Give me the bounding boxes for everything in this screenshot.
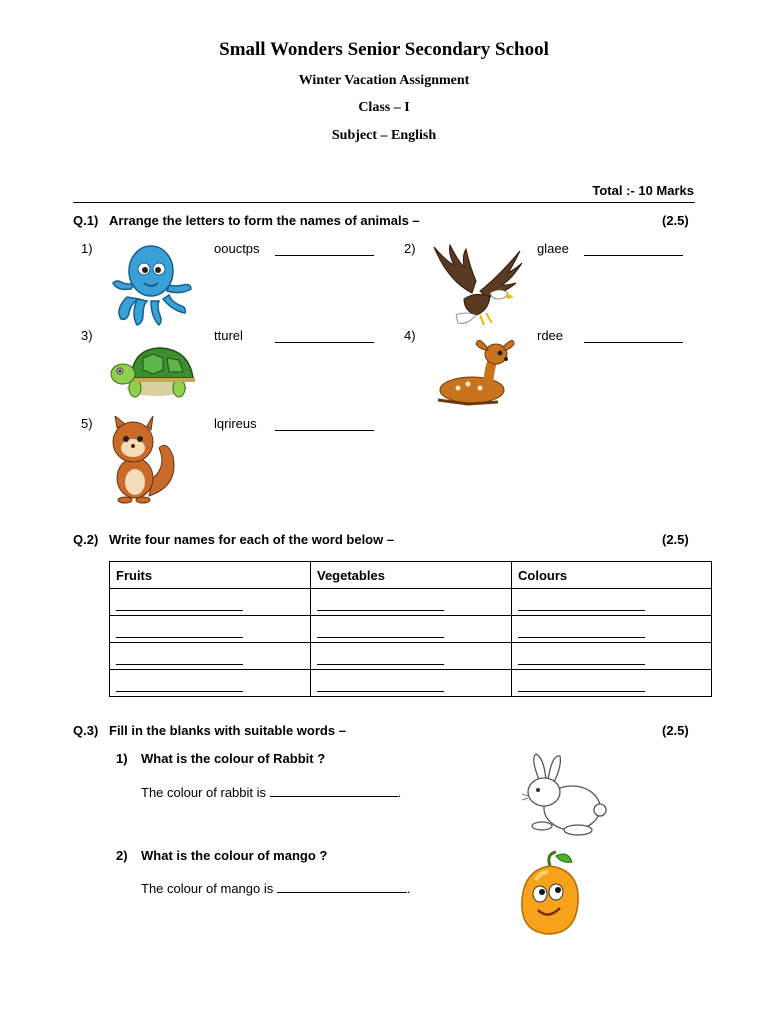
q1-item-4-word: rdee [537,328,564,343]
answer-cell[interactable] [512,670,712,697]
header-colours: Colours [512,562,712,589]
total-marks: Total :- 10 Marks [592,183,694,198]
q3-item-2-number: 2) [116,848,128,863]
answer-cell[interactable] [311,670,512,697]
q3-item-2-blank[interactable] [277,880,407,893]
q1-item-4-number: 4) [404,328,416,343]
q1-item-5-blank[interactable] [275,418,374,436]
answer-cell[interactable] [311,616,512,643]
q1-item-4-blank[interactable] [584,330,683,348]
q1-number: Q.1) [73,213,99,228]
table-row [110,670,712,697]
q3-question: Fill in the blanks with suitable words – [109,723,346,738]
q2-question: Write four names for each of the word below – [109,532,395,547]
answer-cell[interactable] [512,643,712,670]
q1-item-3-blank[interactable] [275,330,374,348]
header-fruits: Fruits [110,562,311,589]
q1-item-2-number: 2) [404,241,416,256]
assignment-title: Winter Vacation Assignment [298,73,470,88]
q3-item-1-number: 1) [116,751,128,766]
q1-item-2-blank[interactable] [584,243,683,261]
q1-item-5-word: lqrireus [214,416,257,431]
answer-cell[interactable] [110,616,311,643]
rabbit-icon [512,752,608,838]
q3-item-2-answer: The colour of mango is . [141,881,411,896]
answer-cell[interactable] [512,589,712,616]
q3-item-1-question: What is the colour of Rabbit ? [141,751,326,766]
q3-item-1-blank[interactable] [270,784,398,797]
table-header-row [110,562,712,589]
q2-number: Q.2) [73,532,99,547]
answer-cell[interactable] [110,670,311,697]
q1-item-3-number: 3) [81,328,93,343]
squirrel-icon [105,416,177,504]
answer-cell[interactable] [110,643,311,670]
answer-cell[interactable] [110,589,311,616]
q1-item-1-word: oouctps [214,241,260,256]
q3-marks: (2.5) [662,723,689,738]
q1-item-5-number: 5) [81,416,93,431]
deer-icon [428,334,524,410]
q1-item-1-number: 1) [81,241,93,256]
header-divider [73,202,695,203]
turtle-icon [107,328,199,402]
eagle-icon [428,241,524,329]
header-vegetables: Vegetables [311,562,512,589]
q3-item-2-question: What is the colour of mango ? [141,848,328,863]
q3-number: Q.3) [73,723,99,738]
answer-cell[interactable] [512,616,712,643]
school-name: Small Wonders Senior Secondary School [219,39,549,60]
q1-question: Arrange the letters to form the names of animals – [109,213,420,228]
octopus-icon [107,239,199,327]
q1-item-2-word: glaee [537,241,569,256]
table-row [110,643,712,670]
q2-answer-table [109,561,712,697]
class-label: Class – I [358,100,410,115]
mango-icon [516,850,584,938]
q3-item-1-answer: The colour of rabbit is . [141,785,402,800]
answer-cell[interactable] [311,643,512,670]
answer-cell[interactable] [311,589,512,616]
table-row [110,616,712,643]
q1-marks: (2.5) [662,213,689,228]
q2-marks: (2.5) [662,532,689,547]
q1-item-1-blank[interactable] [275,243,374,261]
subject-label: Subject – English [331,128,437,143]
table-row [110,589,712,616]
q1-item-3-word: tturel [214,328,243,343]
